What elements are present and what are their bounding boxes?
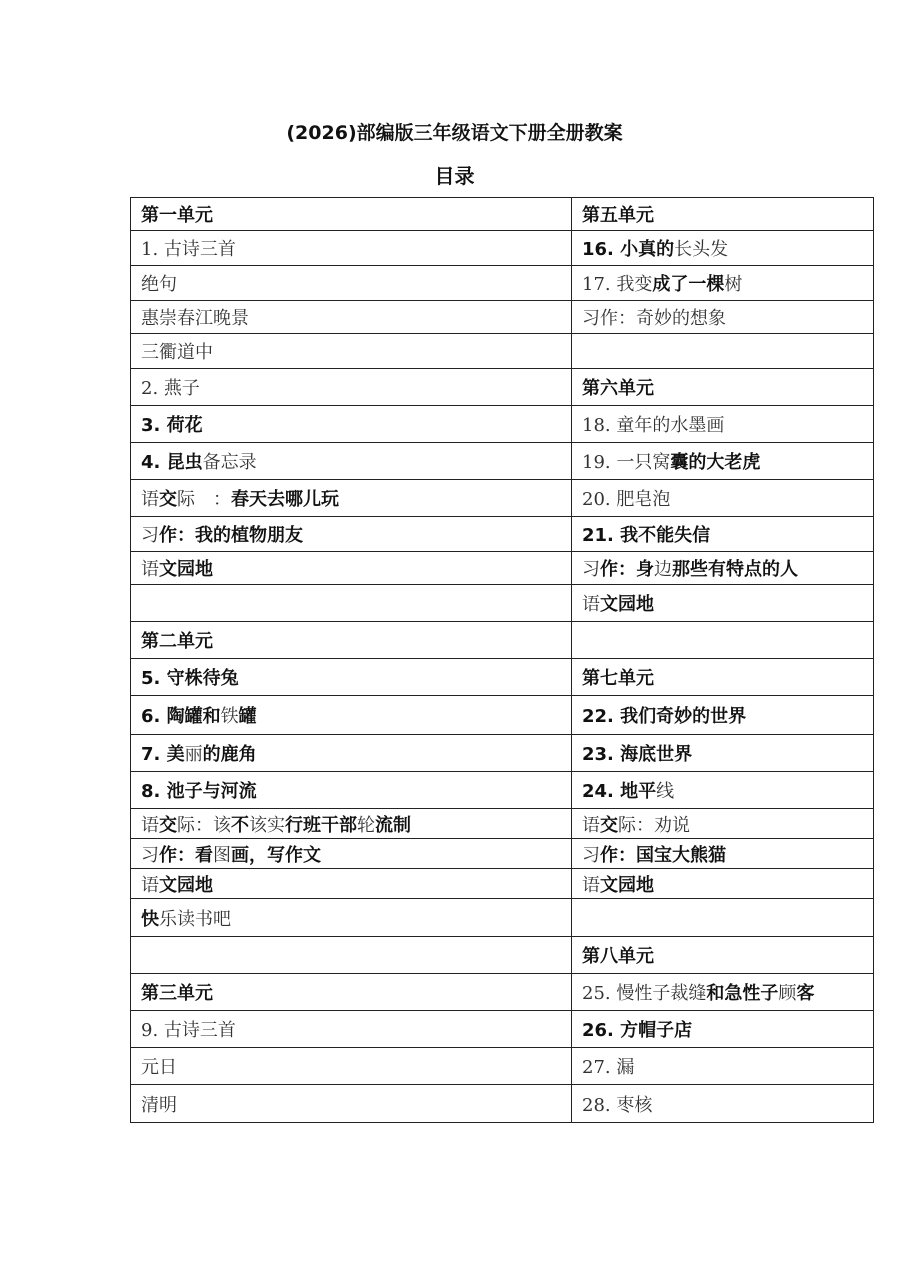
toc-entry-text: 9. 古诗三首 bbox=[141, 1020, 236, 1041]
toc-entry-text: 习 bbox=[141, 844, 159, 866]
toc-row bbox=[131, 937, 874, 974]
toc-cell-left bbox=[131, 1048, 572, 1085]
toc-row bbox=[131, 266, 874, 301]
toc-entry-text: 客 bbox=[796, 983, 815, 1004]
toc-entry-text: 语 bbox=[582, 594, 600, 615]
toc-entry-text: 19. 一只窝 bbox=[582, 452, 671, 473]
toc-cell-left bbox=[131, 735, 572, 772]
toc-entry-text: 语 bbox=[582, 874, 600, 896]
toc-cell-right bbox=[572, 839, 874, 869]
toc-entry-text: 4. 昆虫 bbox=[141, 452, 203, 473]
toc-entry-text: 顾 bbox=[778, 983, 797, 1004]
toc-cell-left bbox=[131, 480, 572, 517]
toc-row bbox=[131, 659, 874, 696]
toc-cell-right bbox=[572, 406, 874, 443]
toc-entry-text: 第八单元 bbox=[582, 946, 654, 967]
toc-entry-text: 2. 燕子 bbox=[141, 378, 200, 399]
toc-entry-text: 20. 肥皂泡 bbox=[582, 489, 671, 510]
toc-entry-text: 际 ： bbox=[177, 489, 231, 510]
toc-entry-text: 线 bbox=[656, 781, 675, 802]
toc-cell-right bbox=[572, 266, 874, 301]
toc-cell-left bbox=[131, 1085, 572, 1123]
toc-entry-text: 的鹿角 bbox=[202, 744, 257, 765]
toc-entry-text: 际：劝说 bbox=[618, 814, 690, 836]
toc-cell-right bbox=[572, 1085, 874, 1123]
toc-entry-text: 罐 bbox=[238, 706, 257, 727]
toc-cell-right bbox=[572, 517, 874, 552]
toc-cell-right bbox=[572, 369, 874, 406]
toc-entry-text: 1. 古诗三首 bbox=[141, 239, 236, 260]
toc-entry-text: 囊的大老虎 bbox=[670, 452, 761, 473]
toc-row bbox=[131, 301, 874, 334]
toc-cell-right bbox=[572, 585, 874, 622]
toc-entry-text: 三衢道中 bbox=[141, 342, 213, 363]
toc-cell-left bbox=[131, 899, 572, 937]
toc-entry-text: 语 bbox=[141, 874, 159, 896]
toc-entry-text: 交 bbox=[600, 814, 618, 836]
toc-entry-text: 树 bbox=[724, 274, 743, 295]
toc-entry-text: 不 bbox=[231, 814, 249, 836]
toc-row bbox=[131, 735, 874, 772]
toc-entry-text: 惠崇春江晚景 bbox=[141, 308, 249, 329]
toc-entry-text: 快 bbox=[141, 908, 159, 930]
toc-entry-text: 文园地 bbox=[159, 874, 213, 896]
toc-row bbox=[131, 552, 874, 585]
toc-cell-left bbox=[131, 809, 572, 839]
toc-entry-text: 第七单元 bbox=[582, 668, 654, 689]
toc-cell-right bbox=[572, 443, 874, 480]
toc-entry-text: 作：身 bbox=[600, 559, 654, 580]
toc-row bbox=[131, 869, 874, 899]
toc-entry-text: 文园地 bbox=[159, 559, 213, 580]
toc-cell-left bbox=[131, 231, 572, 266]
toc-heading: 目录 bbox=[434, 164, 475, 188]
toc-row bbox=[131, 198, 874, 231]
toc-entry-text: 作：看 bbox=[159, 844, 213, 866]
toc-cell-left bbox=[131, 517, 572, 552]
toc-entry-text: 第一单元 bbox=[141, 205, 213, 226]
toc-row bbox=[131, 809, 874, 839]
toc-cell-left bbox=[131, 301, 572, 334]
toc-cell-left bbox=[131, 334, 572, 369]
toc-entry-text: 习 bbox=[582, 844, 600, 866]
toc-row bbox=[131, 443, 874, 480]
toc-entry-text: 边 bbox=[654, 559, 672, 580]
toc-cell-right bbox=[572, 552, 874, 585]
toc-row bbox=[131, 406, 874, 443]
toc-cell-right bbox=[572, 899, 874, 937]
toc-entry-text: 语 bbox=[582, 814, 600, 836]
toc-entry-text: 清明 bbox=[141, 1094, 177, 1116]
toc-entry-text: 画，写作文 bbox=[231, 844, 321, 866]
toc-entry-text: 交 bbox=[159, 489, 177, 510]
toc-entry-text: 习作：奇妙的想象 bbox=[582, 308, 726, 329]
toc-entry-text: 3. 荷花 bbox=[141, 415, 203, 436]
toc-table bbox=[130, 197, 874, 1123]
toc-entry-text: 第二单元 bbox=[141, 631, 213, 652]
toc-row bbox=[131, 585, 874, 622]
toc-row bbox=[131, 772, 874, 809]
toc-entry-text: 8. 池子与河流 bbox=[141, 781, 257, 802]
toc-entry-text: 5. 守株待兔 bbox=[141, 668, 239, 689]
toc-cell-left bbox=[131, 198, 572, 231]
toc-entry-text: 铁 bbox=[220, 706, 239, 727]
toc-row bbox=[131, 480, 874, 517]
toc-cell-left bbox=[131, 369, 572, 406]
toc-cell-left bbox=[131, 266, 572, 301]
toc-cell-left bbox=[131, 585, 572, 622]
toc-cell-left bbox=[131, 696, 572, 735]
toc-entry-text: 17. 我变 bbox=[582, 274, 653, 295]
toc-cell-left bbox=[131, 443, 572, 480]
toc-entry-text: 第六单元 bbox=[582, 378, 654, 399]
toc-entry-text: 7. 美 bbox=[141, 744, 185, 765]
toc-row bbox=[131, 974, 874, 1011]
toc-cell-left bbox=[131, 1011, 572, 1048]
toc-cell-left bbox=[131, 659, 572, 696]
toc-entry-text: 作：国宝大熊猫 bbox=[600, 844, 726, 866]
toc-entry-text: 作：我的植物朋友 bbox=[159, 525, 303, 546]
toc-entry-text: 26. 方帽子店 bbox=[582, 1020, 693, 1041]
toc-entry-text: 图 bbox=[213, 844, 231, 866]
toc-cell-right bbox=[572, 480, 874, 517]
toc-entry-text: 27. 漏 bbox=[582, 1057, 635, 1078]
toc-cell-right bbox=[572, 1011, 874, 1048]
toc-cell-right bbox=[572, 937, 874, 974]
toc-entry-text: 23. 海底世界 bbox=[582, 744, 693, 765]
toc-cell-right bbox=[572, 1048, 874, 1085]
toc-cell-right bbox=[572, 735, 874, 772]
toc-entry-text: 乐读书吧 bbox=[159, 908, 231, 930]
toc-cell-right bbox=[572, 772, 874, 809]
toc-row bbox=[131, 1085, 874, 1123]
toc-entry-text: 语 bbox=[141, 489, 159, 510]
toc-entry-text: 24. 地平 bbox=[582, 781, 657, 802]
toc-row bbox=[131, 1011, 874, 1048]
toc-entry-text: 成了一棵 bbox=[652, 274, 725, 295]
toc-entry-text: 6. 陶罐和 bbox=[141, 706, 221, 727]
toc-entry-text: 习 bbox=[582, 559, 600, 580]
toc-row bbox=[131, 334, 874, 369]
toc-entry-text: 交 bbox=[159, 814, 177, 836]
toc-entry-text: 流制 bbox=[375, 814, 411, 836]
toc-entry-text: 18. 童年的水墨画 bbox=[582, 415, 725, 436]
toc-cell-left bbox=[131, 974, 572, 1011]
toc-table-body bbox=[131, 198, 874, 1123]
toc-cell-right bbox=[572, 809, 874, 839]
toc-cell-right bbox=[572, 869, 874, 899]
toc-row bbox=[131, 517, 874, 552]
toc-entry-text: 25. 慢性子裁缝 bbox=[582, 983, 707, 1004]
toc-cell-left bbox=[131, 406, 572, 443]
toc-entry-text: 那些有特点的人 bbox=[672, 559, 798, 580]
toc-cell-right bbox=[572, 334, 874, 369]
toc-entry-text: 文园地 bbox=[600, 594, 654, 615]
toc-cell-right bbox=[572, 301, 874, 334]
toc-cell-right bbox=[572, 659, 874, 696]
toc-entry-text: 该实 bbox=[249, 814, 285, 836]
toc-cell-right bbox=[572, 231, 874, 266]
toc-row bbox=[131, 622, 874, 659]
toc-entry-text: 习 bbox=[141, 525, 159, 546]
toc-cell-left bbox=[131, 772, 572, 809]
toc-row bbox=[131, 696, 874, 735]
toc-entry-text: 语 bbox=[141, 559, 159, 580]
document-title: (2026)部编版三年级语文下册全册教案 bbox=[286, 122, 623, 144]
toc-row bbox=[131, 899, 874, 937]
toc-entry-text: 丽 bbox=[184, 744, 203, 765]
toc-row bbox=[131, 839, 874, 869]
toc-entry-text: 文园地 bbox=[600, 874, 654, 896]
toc-entry-text: 行班干部 bbox=[285, 814, 357, 836]
toc-entry-text: 语 bbox=[141, 814, 159, 836]
toc-cell-left bbox=[131, 552, 572, 585]
toc-entry-text: 22. 我们奇妙的世界 bbox=[582, 706, 747, 727]
toc-cell-left bbox=[131, 622, 572, 659]
toc-cell-right bbox=[572, 198, 874, 231]
toc-entry-text: 28. 枣核 bbox=[582, 1094, 653, 1116]
toc-cell-right bbox=[572, 622, 874, 659]
toc-entry-text: 元日 bbox=[141, 1057, 177, 1078]
toc-entry-text: 备忘录 bbox=[202, 452, 257, 473]
toc-entry-text: 春天去哪儿玩 bbox=[231, 489, 339, 510]
toc-entry-text: 第三单元 bbox=[141, 983, 213, 1004]
toc-row bbox=[131, 231, 874, 266]
toc-entry-text: 16. 小真的 bbox=[582, 239, 675, 260]
toc-cell-right bbox=[572, 696, 874, 735]
toc-cell-left bbox=[131, 937, 572, 974]
toc-entry-text: 轮 bbox=[357, 814, 375, 836]
toc-row bbox=[131, 1048, 874, 1085]
toc-entry-text: 际：该 bbox=[177, 814, 231, 836]
toc-cell-right bbox=[572, 974, 874, 1011]
toc-cell-left bbox=[131, 839, 572, 869]
toc-entry-text: 21. 我不能失信 bbox=[582, 525, 711, 546]
toc-entry-text: 和急性子 bbox=[706, 983, 779, 1004]
toc-row bbox=[131, 369, 874, 406]
toc-entry-text: 第五单元 bbox=[582, 205, 654, 226]
toc-entry-text: 绝句 bbox=[141, 274, 177, 295]
toc-cell-left bbox=[131, 869, 572, 899]
toc-entry-text: 长头发 bbox=[674, 239, 729, 260]
